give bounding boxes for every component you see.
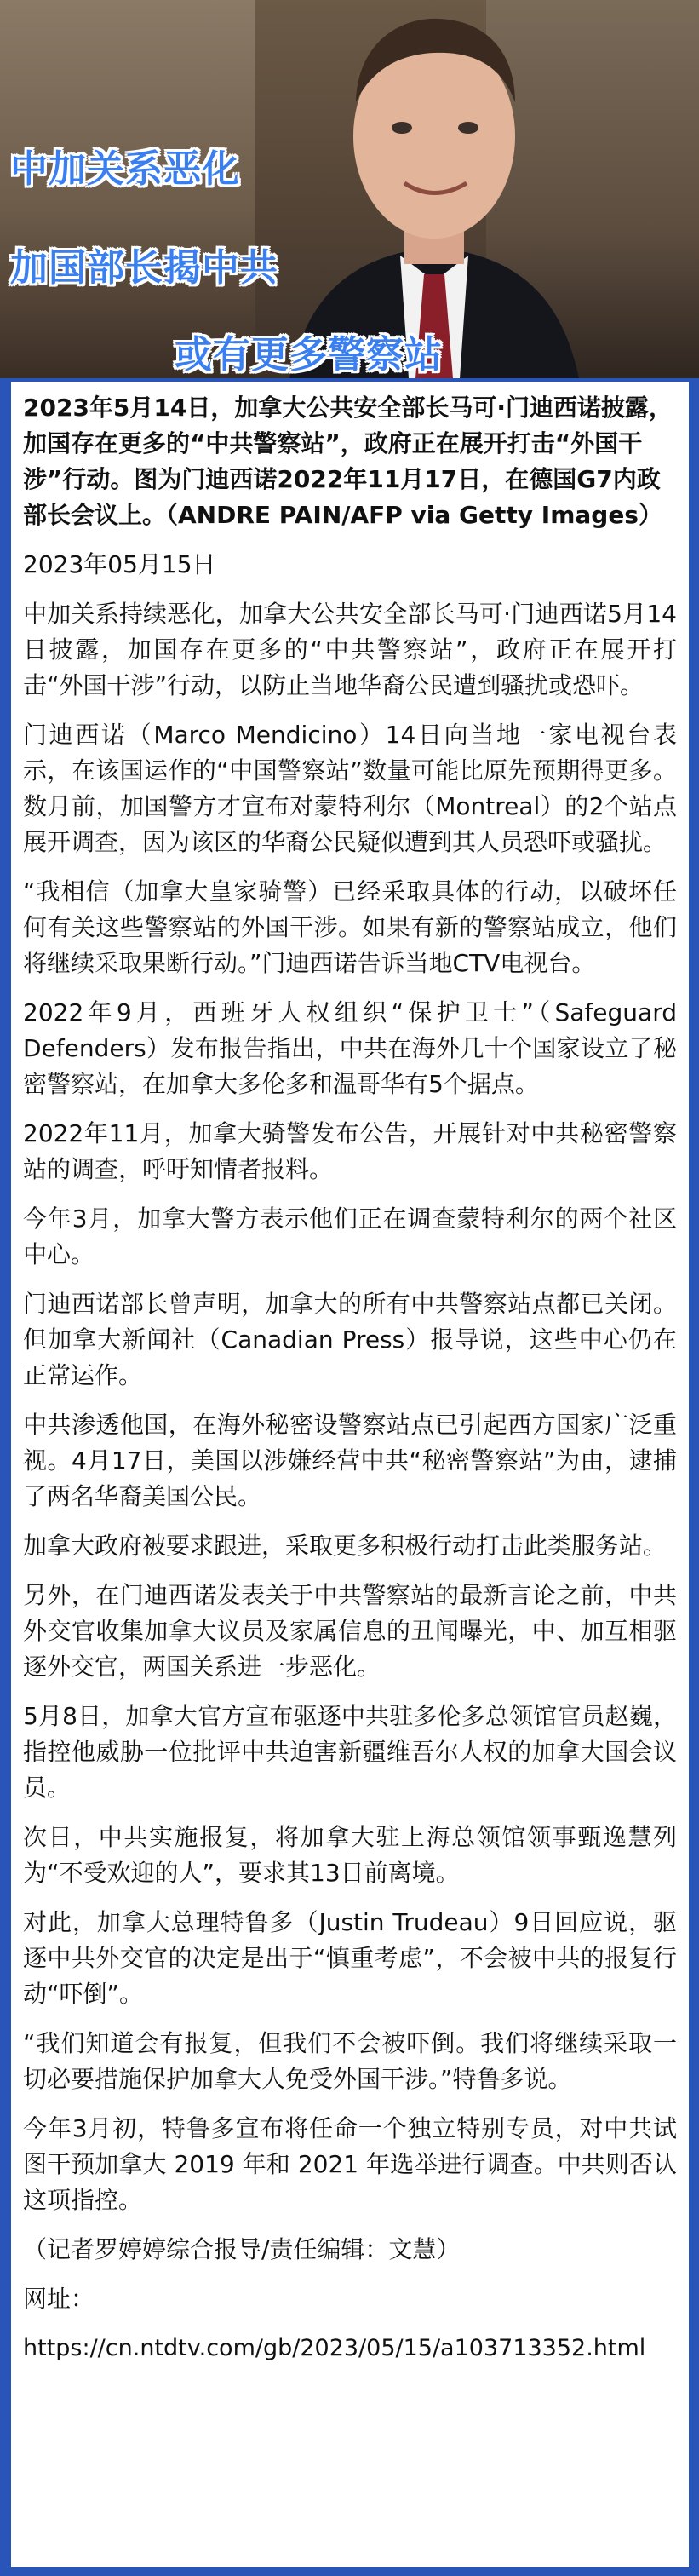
paragraph: 次日，中共实施报复，将加拿大驻上海总领馆领事甄逸慧列为“不受欢迎的人”，要求其13日前离境。 xyxy=(23,1823,677,1887)
minister-portrait xyxy=(255,0,613,378)
editor-credit: （记者罗婷婷综合报导/责任编辑：文慧） xyxy=(23,2235,461,2263)
source-url[interactable]: https://cn.ntdtv.com/gb/2023/05/15/a103713352.html xyxy=(23,2335,646,2361)
paragraph: 今年3月，加拿大警方表示他们正在调查蒙特利尔的两个社区中心。 xyxy=(23,1205,677,1268)
paragraph: 另外，在门迪西诺发表关于中共警察站的最新言论之前，中共外交官收集加拿大议员及家属信息的丑闻曝光，中、加互相驱逐外交官，两国关系进一步恶化。 xyxy=(23,1581,677,1681)
paragraph: “我相信（加拿大皇家骑警）已经采取具体的行动，以破坏任何有关这些警察站的外国干涉。如果有新的警察站成立，他们将继续采取果断行动。”门迪西诺告诉当地CTV电视台。 xyxy=(23,877,677,977)
header-photo xyxy=(0,0,699,378)
paragraph: 中共渗透他国，在海外秘密设警察站点已引起西方国家广泛重视。4月17日，美国以涉嫌经营中共“秘密警察站”为由，逮捕了两名华裔美国公民。 xyxy=(23,1411,677,1510)
paragraph: 门迪西诺（Marco Mendicino）14日向当地一家电视台表示，在该国运作的“中国警察站”数量可能比原先预期得更多。数月前，加国警方才宣布对蒙特利尔（Montreal）的2个站点展开调查，因为该区的华裔公民疑似遭到其人员恐吓或骚扰。 xyxy=(23,721,677,856)
paragraph: 2022年9月，西班牙人权组织“保护卫士”（Safeguard Defenders）发布报告指出，中共在海外几十个国家设立了秘密警察站，在加拿大多伦多和温哥华有5个据点。 xyxy=(23,998,677,1098)
publish-date: 2023年05月15日 xyxy=(23,550,216,578)
paragraph: 门迪西诺部长曾声明，加拿大的所有中共警察站点都已关闭。但加拿大新闻社（Canadian Press）报导说，这些中心仍在正常运作。 xyxy=(23,1290,677,1389)
headline-line-2: 加国部长揭中共 xyxy=(10,246,278,290)
paragraph: 对此，加拿大总理特鲁多（Justin Trudeau）9日回应说，驱逐中共外交官的决定是出于“慎重考虑”，不会被中共的报复行动“吓倒”。 xyxy=(23,1908,677,2008)
paragraph: 中加关系持续恶化，加拿大公共安全部长马可·门迪西诺5月14日披露，加国存在更多的“中共警察站”，政府正在展开打击“外国干涉”行动，以防止当地华裔公民遭到骚扰或恐吓。 xyxy=(23,600,677,699)
photo-caption: 2023年5月14日，加拿大公共安全部长马可·门迪西诺披露，加国存在更多的“中共警察站”，政府正在展开打击“外国干涉”行动。图为门迪西诺2022年11月17日，在德国G7内政部长会议上。（ANDRE PAIN/AFP via Getty Images） xyxy=(23,394,673,529)
paragraph: 5月8日，加拿大官方宣布驱逐中共驻多伦多总领馆官员赵巍，指控他威胁一位批评中共迫害新疆维吾尔人权的加拿大国会议员。 xyxy=(23,1702,677,1802)
url-label: 网址： xyxy=(23,2285,95,2313)
headline-line-3: 或有更多警察站 xyxy=(175,333,443,377)
paragraph: “我们知道会有报复，但我们不会被吓倒。我们将继续采取一切必要措施保护加拿大人免受外国干涉。”特鲁多说。 xyxy=(23,2029,677,2093)
paragraph: 加拿大政府被要求跟进，采取更多积极行动打击此类服务站。 xyxy=(23,1532,667,1560)
article-body xyxy=(11,382,689,2567)
paragraph: 2022年11月，加拿大骑警发布公告，开展针对中共秘密警察站的调查，呼吁知情者报料。 xyxy=(23,1119,677,1183)
headline-line-1: 中加关系恶化 xyxy=(10,147,240,191)
paragraph: 今年3月初，特鲁多宣布将任命一个独立特别专员，对中共试图干预加拿大 2019 年和 2021 年选举进行调查。中共则否认这项指控。 xyxy=(23,2114,677,2214)
